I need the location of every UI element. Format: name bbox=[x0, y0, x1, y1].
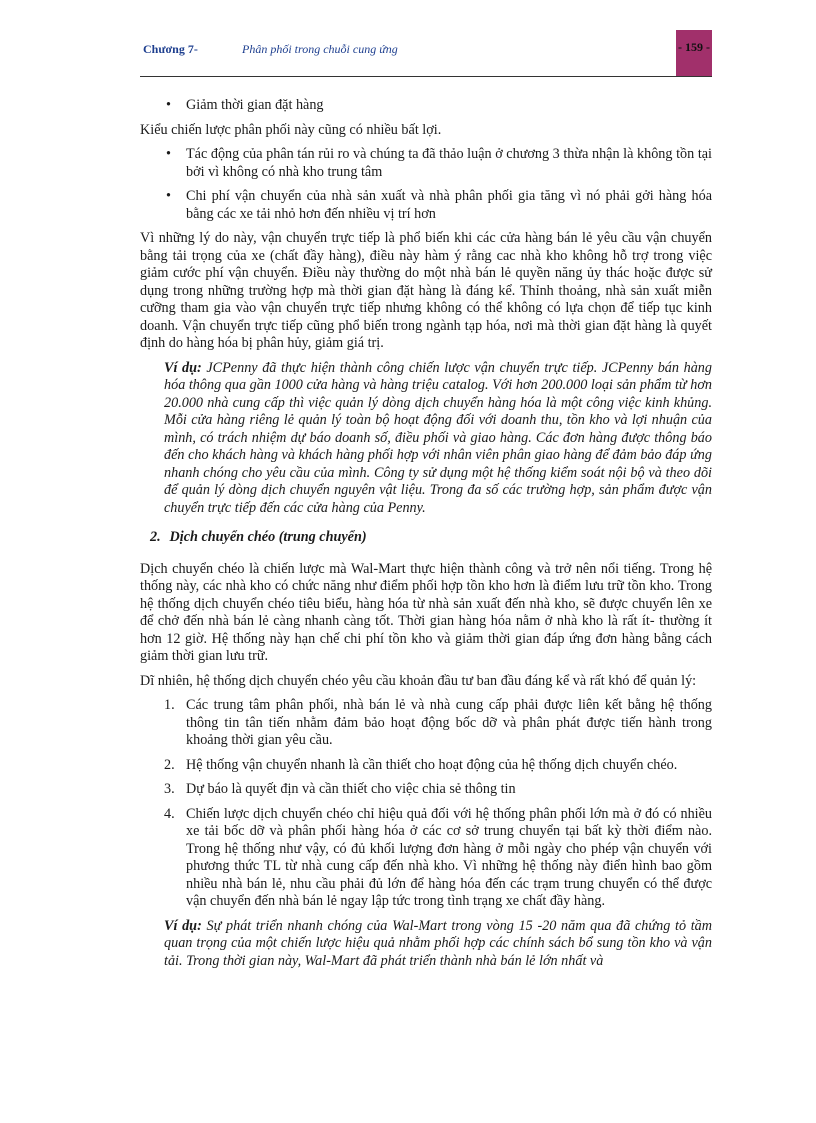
list-item bbox=[140, 757, 712, 775]
item-number: 2. bbox=[164, 756, 175, 773]
example-lead: Ví dụ: bbox=[164, 359, 202, 376]
section-heading bbox=[150, 529, 712, 547]
example-lead: Ví dụ: bbox=[164, 917, 202, 934]
item-text: Chiến lược dịch chuyển chéo chỉ hiệu quả đối với hệ thống phân phối lớn mà ở đó có nhiều xe tải bốc dỡ và phân phối hàng hóa ở các cơ sở trung chuyển tại bất kỳ thời điểm nào. Trong hệ thống như vậy, có đủ khối lượng đơn hàng ở mỗi ngày cho phép vận chuyển với phương thức TL từ nhà cung cấp đến nhà kho. Vì những hệ thống này điển hình bao gồm nhiều nhà bán lẻ, nhu cầu phải đủ lớn để hàng hóa đến các trạm trung chuyển có thể được vận chuyển đến nhà bán lẻ ngay lập tức trong tình trạng xe chất đầy hàng. bbox=[186, 805, 712, 909]
list-item bbox=[140, 806, 712, 911]
item-number: 3. bbox=[164, 781, 175, 797]
example-text: Sự phát triển nhanh chóng của Wal-Mart trong vòng 15 -20 năm qua đã chứng tỏ tầm quan trọng của một chiến lược hiệu quả nhằm phối hợp các chính sách bổ sung tồn kho và vận tải. Trong thời gian này, Wal-Mart đã phát triển thành nhà bán lẻ lớn nhất và bbox=[164, 917, 712, 969]
page-body bbox=[140, 97, 712, 977]
item-text: Dự báo là quyết địn và cần thiết cho việc chia sẻ thông tin bbox=[186, 781, 516, 797]
item-number: 1. bbox=[164, 697, 175, 713]
section-title: Dịch chuyển chéo (trung chuyển) bbox=[169, 529, 367, 545]
item-text: Các trung tâm phân phối, nhà bán lẻ và nhà cung cấp phải được liên kết bằng hệ thống thông tin tân tiến nhằm đảm bảo hoạt động bốc dỡ và phân phát được tiến hành trong khoảng thời gian yêu cầu. bbox=[186, 697, 712, 748]
chapter-title: Phân phối trong chuỗi cung ứng bbox=[242, 42, 398, 56]
example-walmart bbox=[164, 918, 712, 971]
bullet-list-disadvantages bbox=[140, 146, 712, 223]
bullet-list-advantages bbox=[140, 97, 712, 115]
list-item: • Tác động của phân tán rủi ro và chúng ta đã thảo luận ở chương 3 thừa nhận là không tồn tại bởi vì không có nhà kho trung tâm bbox=[140, 146, 712, 181]
example-text: JCPenny đã thực hiện thành công chiến lược vận chuyển trực tiếp. JCPenny bán hàng hóa thông qua gần 1000 cửa hàng và hàng triệu catalog. Với hơn 200.000 loại sản phẩm từ hơn 20.000 nhà cung cấp thì việc quản lý dòng dịch chuyển hàng hóa là một công việc kinh khủng. Mỗi cửa hàng riêng lẻ quản lý toàn bộ hoạt động đối với doanh thu, tồn kho và lợi nhuận của mình, có trách nhiệm dự báo doanh số, điều phối và giao hàng. Các đơn hàng được thông báo đến cho khách hàng và khách hàng phối hợp với nhân viên phân giao hàng để đảm bảo đáp ứng nhanh chóng cho yêu cầu của mình. Công ty sử dụng một hệ thống kiểm soát nội bộ và theo dõi để quản lý dòng dịch chuyển nguyên vật liệu. Trong đa số các trường hợp, sản phẩm được vận chuyển trực tiếp đến các cửa hàng của Penny. bbox=[164, 359, 712, 516]
page-number-box bbox=[676, 30, 712, 76]
paragraph-disadvantages: Kiểu chiến lược phân phối này cũng có nhiều bất lợi. bbox=[140, 121, 442, 138]
list-item bbox=[140, 781, 712, 799]
paragraph-crossdock: Dịch chuyển chéo là chiến lược mà Wal-Mart thực hiện thành công và trở nên nổi tiếng. Trong hệ thống này, các nhà kho có chức năng như điểm phối hợp tồn kho hơn là điểm lưu trữ tồn kho. Trong hệ thống dịch chuyển chéo tiêu biểu, hàng hóa từ nhà sản xuất đến nhà kho, sẽ được chuyển lên xe để chở đến nhà bán lẻ càng nhanh càng tốt. Thời gian hàng hóa nằm ở nhà kho là rất ít- thường ít hơn 12 giờ. Hệ thống này hạn chế chi phí tồn kho và giảm thời gian đáp ứng đơn hàng bằng cách giảm thời gian lưu trữ. bbox=[140, 560, 712, 664]
header-rule bbox=[140, 76, 712, 77]
list-item: • Giảm thời gian đặt hàng bbox=[140, 97, 712, 115]
paragraph-reasons: Vì những lý do này, vận chuyển trực tiếp là phổ biến khi các cửa hàng bán lẻ yêu cầu vận chuyển bằng tải trọng của xe (chất đầy hàng), điều này hàm ý rằng cac nhà kho không hỗ trợ trong việc giảm cước phí vận chuyển. Điều này thường do một nhà bán lẻ quyền năng ủy thác hoặc được sử dụng trong những trường hợp mà thời gian đặt hàng là đáng kể. Thỉnh thoảng, nhà sản xuất miễn cưỡng tham gia vào vận chuyển trực tiếp nhưng không có thể không có lựa chọn để tiếp tục kinh doanh. Vận chuyển trực tiếp cũng phổ biến trong ngành tạp hóa, nơi mà thời gian đặt hàng là quyết định do hàng hóa bị phân hủy, giảm giá trị. bbox=[140, 230, 712, 351]
chapter-label: Chương 7- bbox=[143, 42, 198, 56]
paragraph-requirements: Dĩ nhiên, hệ thống dịch chuyển chéo yêu cầu khoản đầu tư ban đầu đáng kể và rất khó để quản lý: bbox=[140, 672, 697, 689]
list-item: • Chi phí vận chuyển của nhà sản xuất và nhà phân phối gia tăng vì nó phải gởi hàng hóa bằng các xe tải nhỏ hơn đến nhiều vị trí hơn bbox=[140, 188, 712, 223]
example-jcpenny bbox=[164, 360, 712, 518]
item-number: 4. bbox=[164, 805, 175, 822]
page-number: - 159 - bbox=[678, 40, 710, 54]
numbered-list bbox=[140, 697, 712, 911]
list-item bbox=[140, 697, 712, 750]
item-text: Hệ thống vận chuyển nhanh là cần thiết cho hoạt động của hệ thống dịch chuyển chéo. bbox=[186, 756, 678, 773]
page-header bbox=[0, 0, 816, 82]
section-number: 2. bbox=[150, 529, 161, 545]
